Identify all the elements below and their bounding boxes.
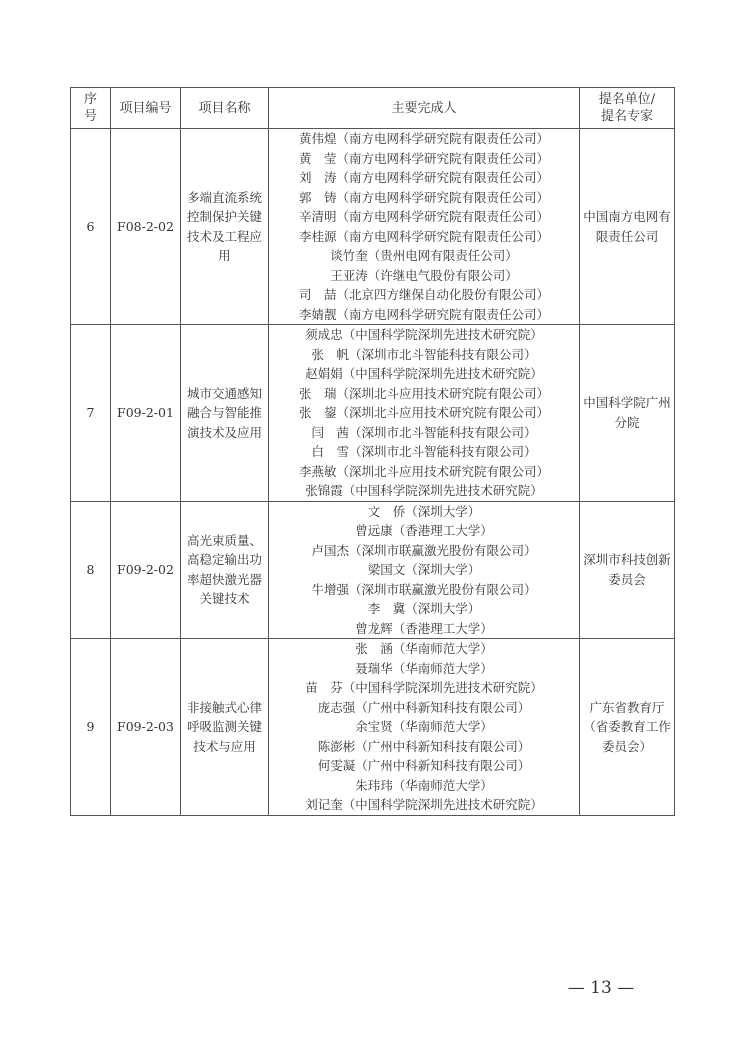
completer-entry: 刘记奎（中国科学院深圳先进技术研究院）	[305, 797, 543, 812]
nominator: 广东省教育厅（省委教育工作委员会）	[580, 639, 675, 816]
completer-entry: 李婧靓（南方电网科学研究院有限责任公司）	[298, 306, 549, 322]
header-nominator: 提名单位/ 提名专家	[580, 88, 675, 129]
completer-entry: 牛增强（深圳市联赢激光股份有限公司）	[311, 581, 537, 597]
header-no: 序 号	[71, 88, 111, 129]
completer-entry: 曾远康（香港理工大学）	[355, 523, 493, 538]
header-name: 项目名称	[181, 88, 269, 129]
table-row	[71, 129, 675, 325]
nominator: 中国南方电网有限责任公司	[580, 129, 675, 325]
completer-entry: 朱玮玮（华南师范大学）	[355, 777, 493, 793]
completer-entry: 李 冀（深圳大学）	[367, 601, 481, 616]
completer-entry: 梁国文（深圳大学）	[367, 562, 481, 577]
completer-entry: 张 鋆（深圳北斗应用技术研究院有限公司）	[298, 405, 549, 420]
completer-entry: 王亚涛（许继电气股份有限公司）	[330, 267, 518, 283]
table-row	[71, 325, 675, 502]
project-code: F08-2-02	[111, 129, 181, 325]
nominator: 深圳市科技创新委员会	[580, 501, 675, 639]
page-number: — 13 —	[567, 978, 635, 998]
header-people: 主要完成人	[269, 88, 580, 129]
completer-entry: 李桂源（南方电网科学研究院有限责任公司）	[298, 228, 549, 244]
completer-entry: 刘 涛（南方电网科学研究院有限责任公司）	[298, 170, 549, 185]
header-code: 项目编号	[111, 88, 181, 129]
completers-list	[269, 325, 580, 502]
completer-entry: 须成忠（中国科学院深圳先进技术研究院）	[305, 327, 543, 342]
awards-table	[70, 87, 675, 816]
table-row	[71, 639, 675, 816]
row-number: 8	[71, 501, 111, 639]
completers-list	[269, 501, 580, 639]
completer-entry: 文 侨（深圳大学）	[367, 503, 481, 519]
completers-list	[269, 639, 580, 816]
nominator: 中国科学院广州分院	[580, 325, 675, 502]
project-name: 高光束质量、高稳定输出功率超快激光器关键技术	[181, 501, 269, 639]
completer-entry: 黄 莹（南方电网科学研究院有限责任公司）	[298, 150, 549, 166]
completer-entry: 辛清明（南方电网科学研究院有限责任公司）	[298, 209, 549, 224]
completer-entry: 郭 铸（南方电网科学研究院有限责任公司）	[298, 189, 549, 205]
completer-entry: 张 瑞（深圳北斗应用技术研究院有限公司）	[298, 385, 549, 401]
completer-entry: 张 帆（深圳市北斗智能科技有限公司）	[311, 346, 537, 362]
table-header-row	[71, 88, 675, 129]
project-name: 非接触式心律呼吸监测关键技术与应用	[181, 639, 269, 816]
completer-entry: 庞志强（广州中科新知科技有限公司）	[317, 699, 531, 715]
completer-entry: 曾龙辉（香港理工大学）	[355, 620, 493, 636]
completer-entry: 司 喆（北京四方继保自动化股份有限公司）	[298, 287, 549, 302]
project-name: 城市交通感知融合与智能推演技术及应用	[181, 325, 269, 502]
table-row	[71, 501, 675, 639]
project-name: 多端直流系统控制保护关键技术及工程应用	[181, 129, 269, 325]
completer-entry: 余宝贤（华南师范大学）	[355, 719, 493, 734]
completer-entry: 卢国杰（深圳市联赢激光股份有限公司）	[311, 542, 537, 558]
completer-entry: 白 雪（深圳市北斗智能科技有限公司）	[311, 444, 537, 459]
completer-entry: 黄伟煌（南方电网科学研究院有限责任公司）	[298, 131, 549, 146]
table-body	[71, 129, 675, 816]
row-number: 9	[71, 639, 111, 816]
completer-entry: 陈澎彬（广州中科新知科技有限公司）	[317, 738, 531, 754]
project-code: F09-2-01	[111, 325, 181, 502]
project-code: F09-2-02	[111, 501, 181, 639]
completers-list	[269, 129, 580, 325]
completer-entry: 聂瑞华（华南师范大学）	[355, 660, 493, 676]
row-number: 7	[71, 325, 111, 502]
completer-entry: 谈竹奎（贵州电网有限责任公司）	[330, 248, 518, 263]
completer-entry: 闫 茜（深圳市北斗智能科技有限公司）	[311, 424, 537, 440]
project-code: F09-2-03	[111, 639, 181, 816]
completer-entry: 赵娟娟（中国科学院深圳先进技术研究院）	[305, 366, 543, 381]
completer-entry: 李燕敏（深圳北斗应用技术研究院有限公司）	[298, 463, 549, 479]
completer-entry: 苗 芬（中国科学院深圳先进技术研究院）	[305, 680, 543, 695]
row-number: 6	[71, 129, 111, 325]
completer-entry: 张锦霞（中国科学院深圳先进技术研究院）	[305, 483, 543, 498]
completer-entry: 何雯凝（广州中科新知科技有限公司）	[317, 758, 531, 773]
completer-entry: 张 涵（华南师范大学）	[355, 641, 493, 656]
